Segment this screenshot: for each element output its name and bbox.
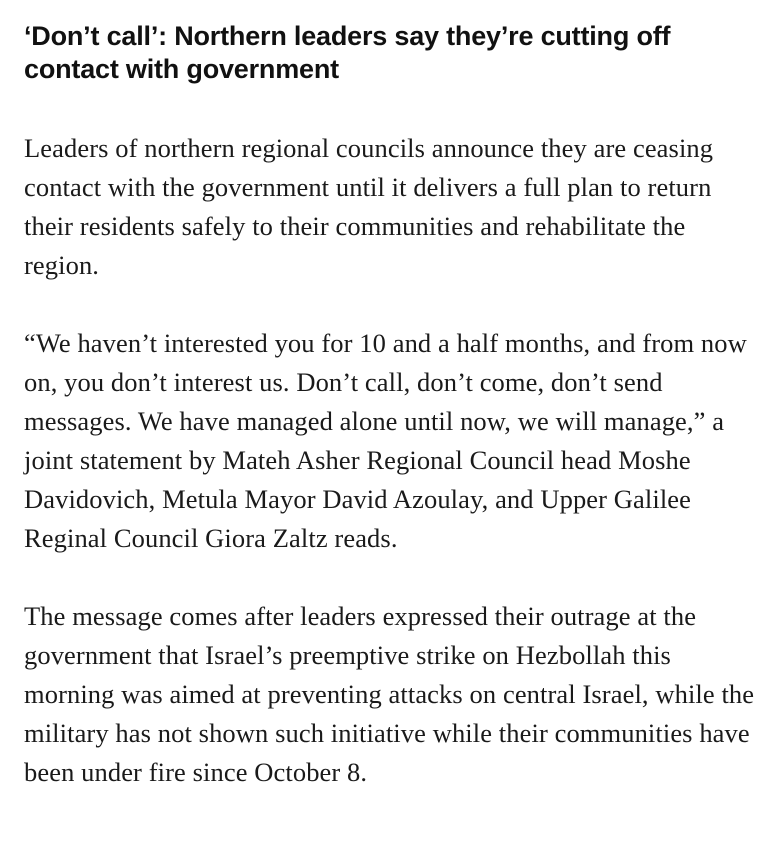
article-paragraph-1: Leaders of northern regional councils announce they are ceasing contact with the government until it delivers a full plan to return their residents safely to their communities and rehabilitate the region. xyxy=(24,133,714,280)
article-paragraph-3: The message comes after leaders expressed their outrage at the government that Israel’s preemptive strike on Hezbollah this morning was aimed at preventing attacks on central Israel, while the military has not shown such initiative while their communities have been under fire since October 8. xyxy=(24,601,755,787)
article-paragraph-2: “We haven’t interested you for 10 and a half months, and from now on, you don’t interest us. Don’t call, don’t come, don’t send messages. We have managed alone until now, we will manage,” a joint statement by Mateh Asher Regional Council head Moshe Davidovich, Metula Mayor David Azoulay, and Upper Galilee Reginal Council Giora Zaltz reads. xyxy=(24,328,747,553)
article-headline: ‘Don’t call’: Northern leaders say they’re cutting off contact with government xyxy=(24,21,671,84)
article xyxy=(24,20,762,831)
